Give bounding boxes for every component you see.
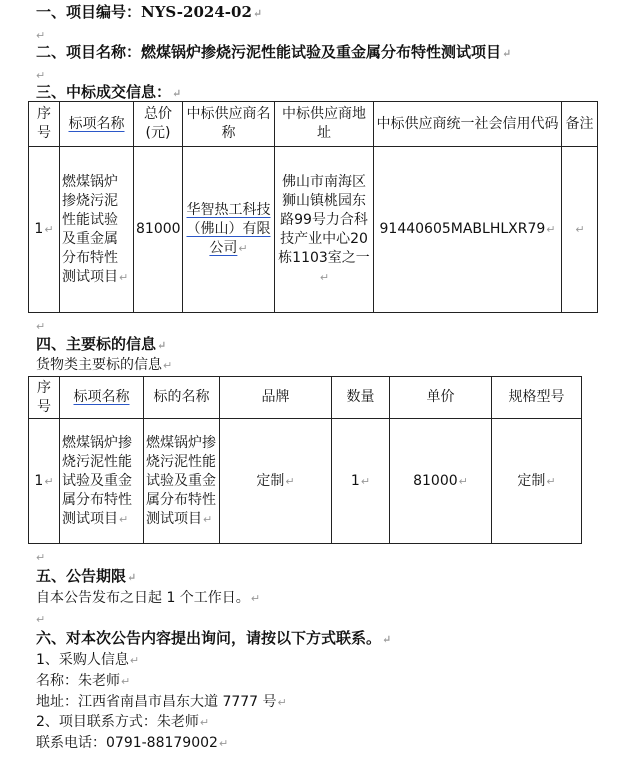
project-contact: 2、项目联系方式：朱老师↵ xyxy=(36,714,210,730)
header-cell: 规格型号 xyxy=(492,377,582,419)
table-cell: 81000↵ xyxy=(390,419,492,544)
blank-paragraph: ↵ xyxy=(36,613,46,626)
table-cell: 81000 xyxy=(134,147,183,313)
header-cell: 单价 xyxy=(390,377,492,419)
contact-heading: 六、对本次公告内容提出询问，请按以下方式联系。↵ xyxy=(36,629,392,647)
purchaser-address: 地址：江西省南昌市昌东大道 7777 号↵ xyxy=(36,694,287,710)
header-cell: 序号 xyxy=(29,102,60,147)
table-row xyxy=(29,147,598,313)
header-cell: 数量 xyxy=(332,377,390,419)
table-row xyxy=(29,419,582,544)
blank-paragraph: ↵ xyxy=(36,29,46,42)
header-cell: 标项名称 xyxy=(60,102,134,147)
project-number-heading: 一、项目编号：NYS-2024-02↵ xyxy=(36,3,263,21)
goods-table xyxy=(28,376,582,544)
award-table-header xyxy=(29,102,598,147)
table-cell: 佛山市南海区狮山镇桃园东路99号力合科技产业中心20栋1103室之一↵ xyxy=(275,147,374,313)
goods-subheading: 货物类主要标的信息↵ xyxy=(36,357,173,373)
project-name-heading: 二、项目名称：燃煤锅炉掺烧污泥性能试验及重金属分布特性测试项目↵ xyxy=(36,43,512,61)
table-cell: 定制↵ xyxy=(220,419,332,544)
table-cell: 燃煤锅炉掺烧污泥性能试验及重金属分布特性测试项目↵ xyxy=(144,419,220,544)
award-info-heading: 三、中标成交信息：↵ xyxy=(36,83,182,101)
table-cell: ↵ xyxy=(562,147,598,313)
table-cell: 1↵ xyxy=(332,419,390,544)
table-cell: 燃煤锅炉掺烧污泥性能试验及重金属分布特性测试项目↵ xyxy=(60,147,134,313)
main-items-heading: 四、主要标的信息↵ xyxy=(36,335,167,353)
header-cell: 标的名称 xyxy=(144,377,220,419)
table-cell: 1↵ xyxy=(29,419,60,544)
contact-phone: 联系电话：0791-88179002↵ xyxy=(36,735,229,751)
header-cell: 中标供应商统一社会信用代码 xyxy=(374,102,562,147)
table-cell: 1↵ xyxy=(29,147,60,313)
table-cell: 燃煤锅炉掺烧污泥性能试验及重金属分布特性测试项目↵ xyxy=(60,419,144,544)
notice-period-text: 自本公告发布之日起 1 个工作日。↵ xyxy=(36,590,261,606)
header-cell: 标项名称 xyxy=(60,377,144,419)
header-cell: 中标供应商名称 xyxy=(183,102,275,147)
table-cell: 91440605MABLHLXR79↵ xyxy=(374,147,562,313)
blank-paragraph: ↵ xyxy=(36,69,46,82)
header-cell: 序号 xyxy=(29,377,60,419)
notice-period-heading: 五、公告期限↵ xyxy=(36,567,137,585)
header-cell: 品牌 xyxy=(220,377,332,419)
table-cell: 定制↵ xyxy=(492,419,582,544)
award-table xyxy=(28,101,598,313)
purchaser-name: 名称：朱老师↵ xyxy=(36,673,131,689)
goods-table-header xyxy=(29,377,582,419)
header-cell: 备注 xyxy=(562,102,598,147)
header-cell: 中标供应商地址 xyxy=(275,102,374,147)
header-cell: 总价(元) xyxy=(134,102,183,147)
purchaser-info-label: 1、采购人信息↵ xyxy=(36,652,140,668)
blank-paragraph: ↵ xyxy=(36,320,46,333)
table-cell: 华智热工科技（佛山）有限公司↵ xyxy=(183,147,275,313)
blank-paragraph: ↵ xyxy=(36,551,46,564)
